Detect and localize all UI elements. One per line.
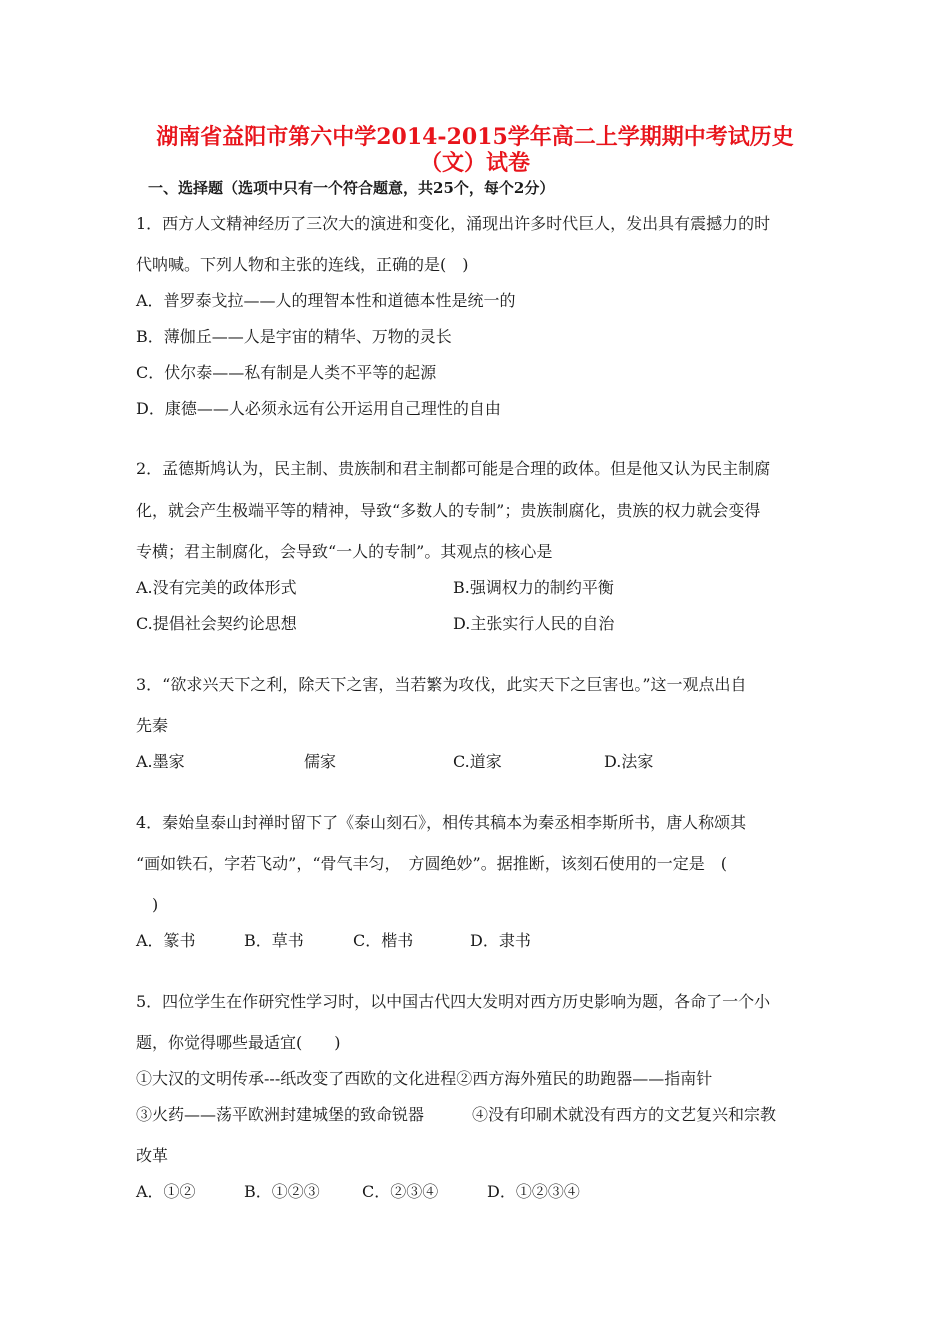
question-4-option-c: C．楷书 xyxy=(353,931,414,950)
question-1-stem-line-1: 1．西方人文精神经历了三次大的演进和变化，涌现出许多时代巨人，发出具有震撼力的时 xyxy=(136,214,771,233)
question-3-option-a: A.墨家 xyxy=(136,752,185,771)
exam-title-line-2: （文）试卷 xyxy=(419,150,530,176)
question-1-option-d: D．康德——人必须永远有公开运用自己理性的自由 xyxy=(136,399,501,418)
question-5-stem-line-1: 5．四位学生在作研究性学习时，以中国古代四大发明对西方历史影响为题，各命了一个小 xyxy=(136,992,771,1011)
question-5-option-d: D．①②③④ xyxy=(487,1182,580,1201)
question-4-stem-line-2: “画如铁石，字若飞动”，“骨气丰匀， 方圆绝妙”。据推断，该刻石使用的一定是 ( xyxy=(136,854,727,873)
question-4-option-d: D．隶书 xyxy=(470,931,531,950)
question-2-option-d: D.主张实行人民的自治 xyxy=(453,614,615,633)
section-heading: 一、选择题（选项中只有一个符合题意，共25个，每个2分） xyxy=(148,179,555,197)
question-4-option-b: B．草书 xyxy=(244,931,304,950)
question-1-option-a: A．普罗泰戈拉——人的理智本性和道德本性是统一的 xyxy=(136,291,516,310)
question-5-item-line-3: 改革 xyxy=(136,1146,169,1165)
question-3-option-c: C.道家 xyxy=(453,752,502,771)
question-5-item-line-1: ①大汉的文明传承---纸改变了西欧的文化进程②西方海外殖民的助跑器——指南针 xyxy=(136,1069,713,1088)
question-2-option-b: B.强调权力的制约平衡 xyxy=(453,578,614,597)
question-5-item-line-2: ③火药——荡平欧洲封建城堡的致命锐器 ④没有印刷术就没有西方的文艺复兴和宗教 xyxy=(136,1105,777,1124)
question-5-stem-line-2: 题，你觉得哪些最适宜( ) xyxy=(136,1033,341,1052)
question-3-option-d: D.法家 xyxy=(604,752,654,771)
question-5-option-c: C．②③④ xyxy=(362,1182,439,1201)
question-3-option-b: 儒家 xyxy=(304,752,337,771)
question-4-stem-line-3: ) xyxy=(136,895,159,914)
question-4-stem-line-1: 4．秦始皇泰山封禅时留下了《泰山刻石》，相传其稿本为秦丞相李斯所书，唐人称颂其 xyxy=(136,813,747,832)
question-2-stem-line-1: 2．孟德斯鸠认为，民主制、贵族制和君主制都可能是合理的政体。但是他又认为民主制腐 xyxy=(136,459,771,478)
question-1-option-b: B．薄伽丘——人是宇宙的精华、万物的灵长 xyxy=(136,327,452,346)
exam-title-line-1: 湖南省益阳市第六中学2014-2015学年高二上学期期中考试历史 xyxy=(156,124,794,150)
question-2-option-c: C.提倡社会契约论思想 xyxy=(136,614,297,633)
question-5-option-b: B．①②③ xyxy=(244,1182,320,1201)
question-1-option-c: C．伏尔泰——私有制是人类不平等的起源 xyxy=(136,363,437,382)
question-4-option-a: A．篆书 xyxy=(136,931,196,950)
question-2-stem-line-2: 化，就会产生极端平等的精神，导致“多数人的专制”；贵族制腐化，贵族的权力就会变得 xyxy=(136,501,761,520)
question-2-option-a: A.没有完美的政体形式 xyxy=(136,578,297,597)
question-2-stem-line-3: 专横；君主制腐化，会导致“一人的专制”。其观点的核心是 xyxy=(136,542,553,561)
question-1-stem-line-2: 代呐喊。下列人物和主张的连线，正确的是( ) xyxy=(136,255,469,274)
question-3-stem-line-2: 先秦 xyxy=(136,716,169,735)
question-3-stem-line-1: 3．“欲求兴天下之利，除天下之害，当若繁为攻伐，此实天下之巨害也。”这一观点出自 xyxy=(136,675,747,694)
question-5-option-a: A．①② xyxy=(136,1182,196,1201)
